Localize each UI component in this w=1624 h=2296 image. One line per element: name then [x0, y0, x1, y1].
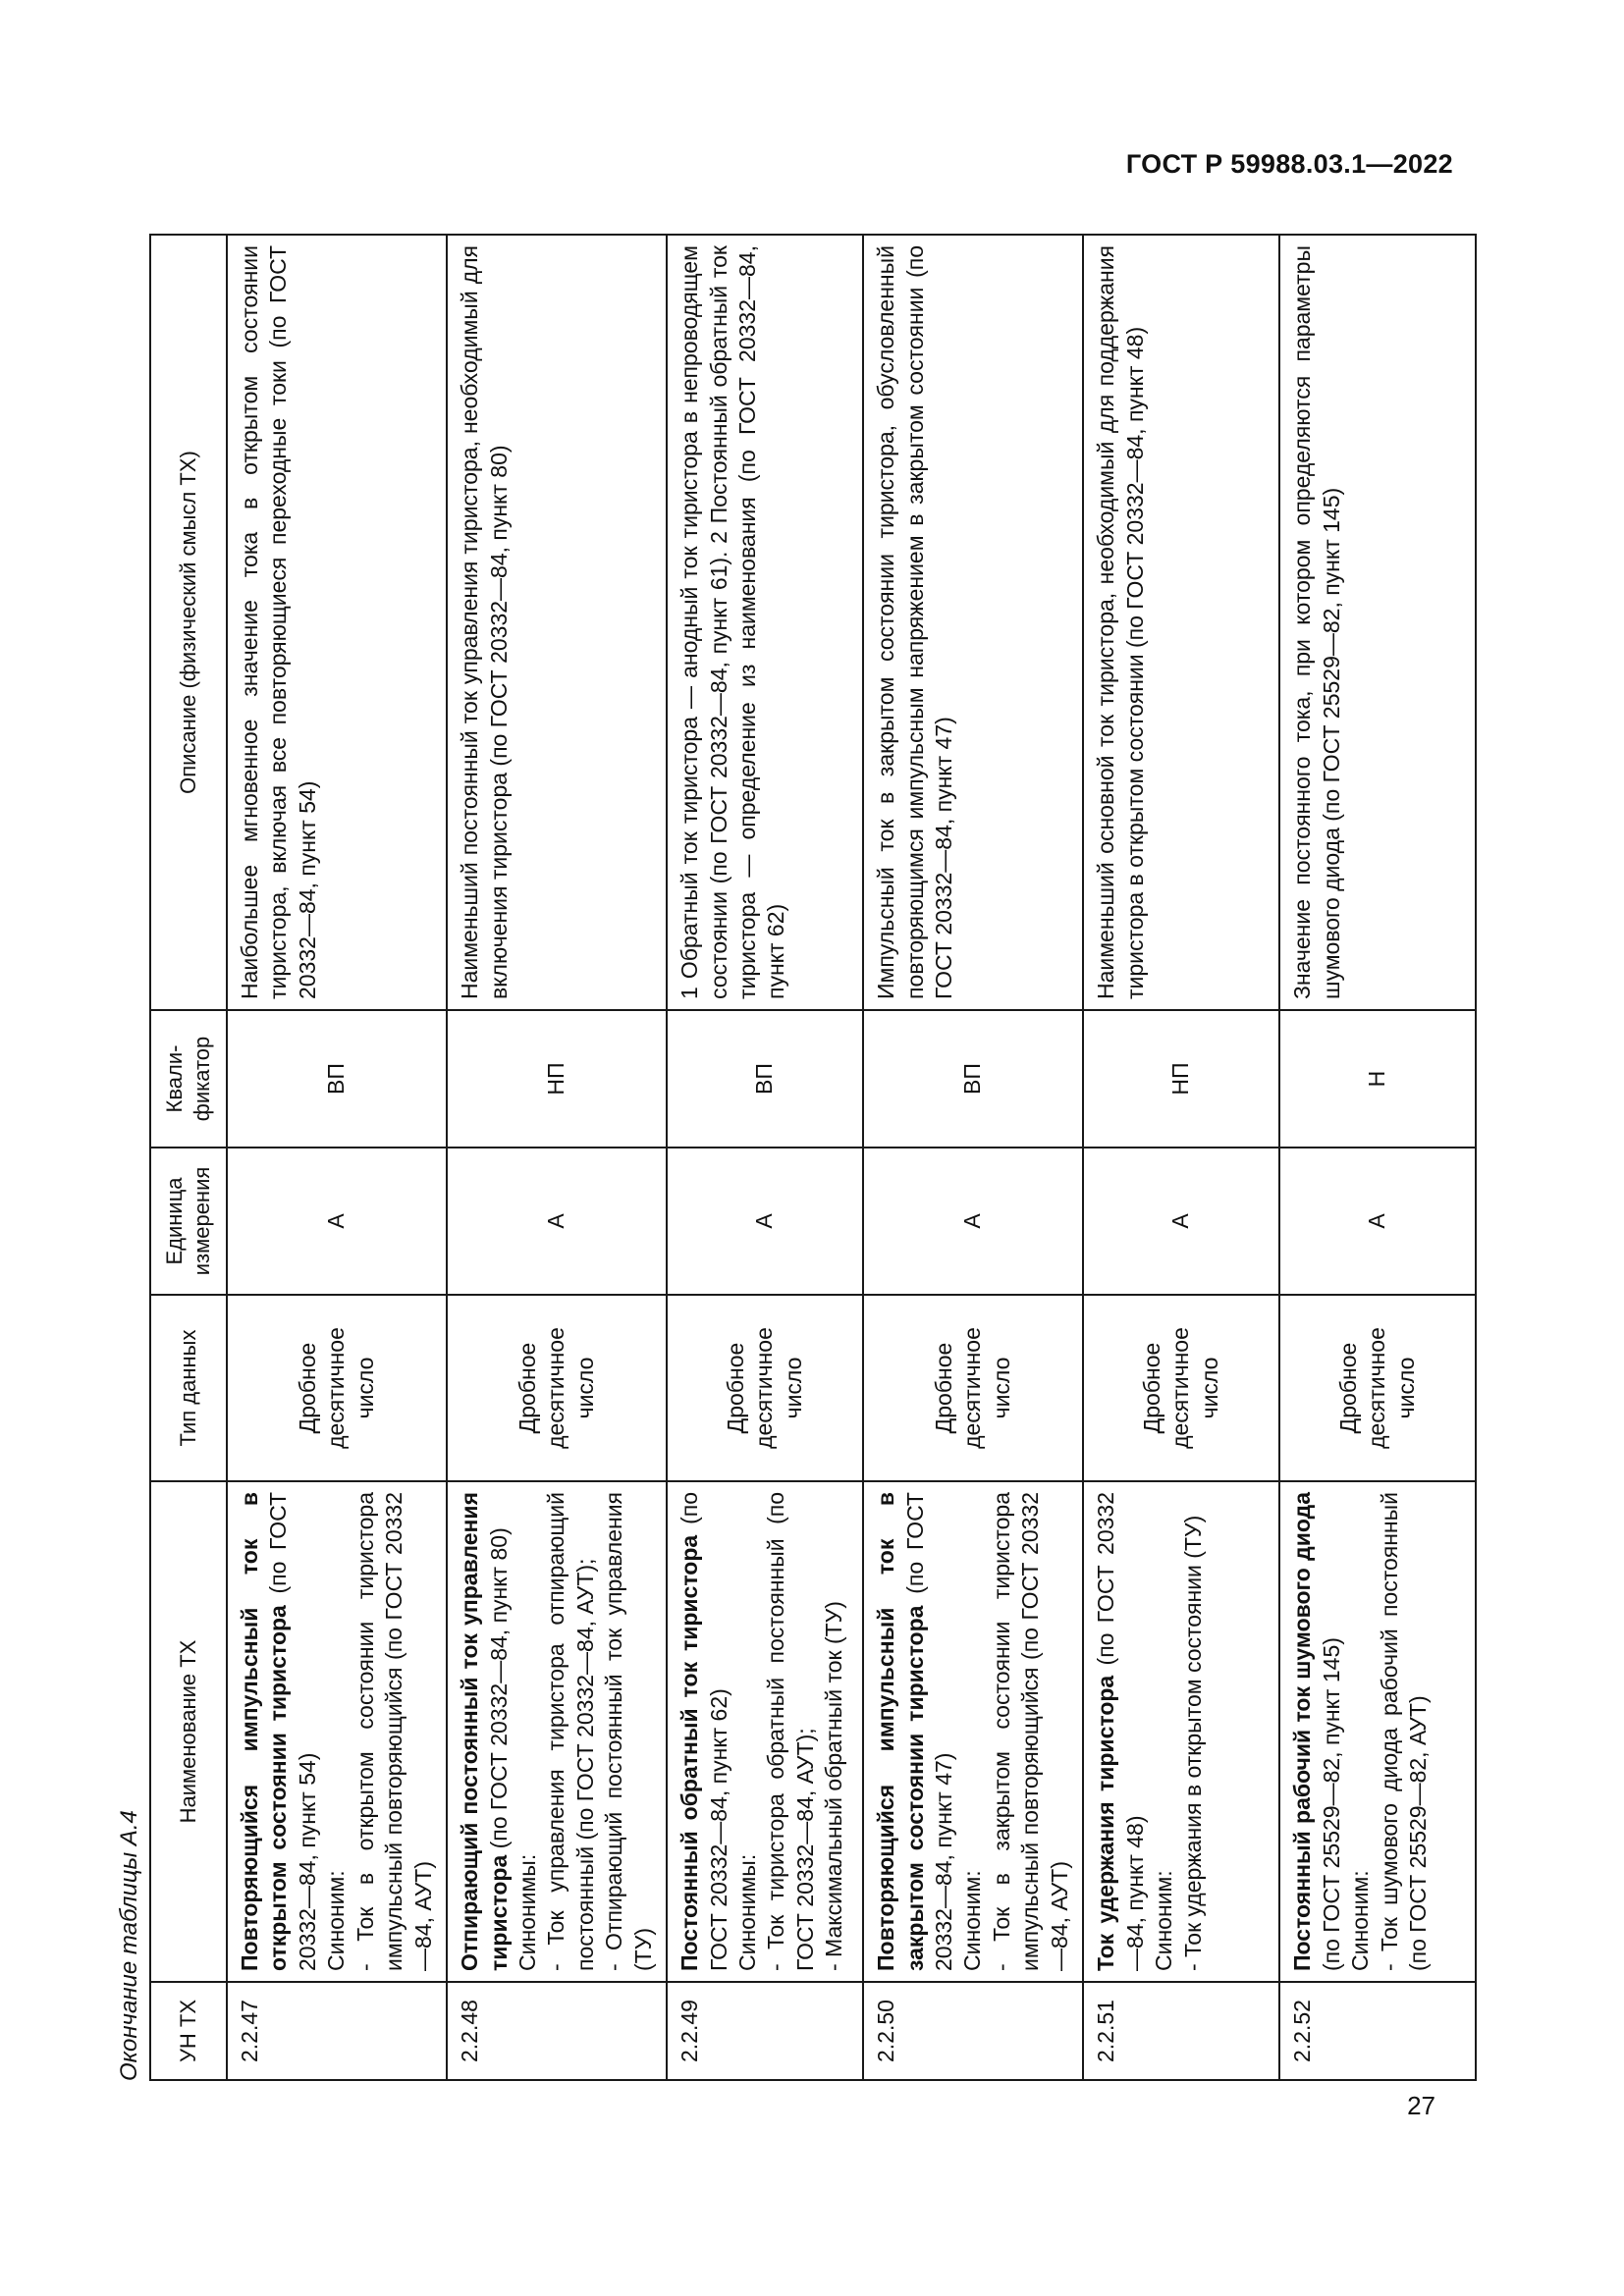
- row-qualifier: ВП: [863, 1010, 1083, 1148]
- row-name-bold: Отпирающий постоянный ток управления тиристора: [457, 1492, 512, 1971]
- table-caption: Окончание таблицы А.4: [116, 1810, 142, 2081]
- row-name-ref: (по ГОСТ 20332—84, пункт 47): [901, 1492, 956, 1971]
- row-code: 2.2.47: [227, 1982, 447, 2080]
- row-description: Наименьший постоянный ток управления тиристора, необходимый для включения тиристора (по ГОСТ 20332—84, пункт 80): [447, 235, 667, 1010]
- row-synonym-label: Синонимы:: [514, 1853, 540, 1971]
- row-name-ref: (по ГОСТ 20332—84, пункт 62): [677, 1492, 731, 1971]
- row-name-bold: Постоянный обратный ток тиристора: [677, 1534, 703, 1971]
- row-data-type: Дробное десятичное число: [1279, 1295, 1476, 1481]
- row-synonym: - Ток в закрытом состоянии тиристора импульсный повторяющийся (по ГОСТ 20332—84, АУТ): [988, 1492, 1072, 1971]
- row-name-bold: Повторяющийся импульсный ток в закрытом состоянии тиристора: [873, 1492, 928, 1971]
- row-data-type: Дробное десятичное число: [447, 1295, 667, 1481]
- row-qualifier: НП: [1083, 1010, 1279, 1148]
- row-name-bold: Ток удержания тиристора: [1093, 1675, 1119, 1971]
- row-name-bold: Повторяющийся импульсный ток в открытом состоянии тиристора: [237, 1492, 292, 1971]
- row-data-type: Дробное десятичное число: [863, 1295, 1083, 1481]
- row-unit: А: [1083, 1148, 1279, 1295]
- row-name: [667, 1481, 863, 1982]
- row-code: 2.2.51: [1083, 1982, 1279, 2080]
- row-data-type: Дробное десятичное число: [667, 1295, 863, 1481]
- row-unit: А: [227, 1148, 447, 1295]
- row-synonym: - Ток тиристора обратный постоянный (по ГОСТ 20332—84, АУТ);: [763, 1492, 818, 1971]
- row-name: [227, 1481, 447, 1982]
- row-data-type: Дробное десятичное число: [1083, 1295, 1279, 1481]
- standard-number: ГОСТ Р 59988.03.1—2022: [1125, 149, 1453, 179]
- row-code: 2.2.48: [447, 1982, 667, 2080]
- row-name-ref: (по ГОСТ 20332—84, пункт 54): [265, 1491, 320, 1971]
- row-synonym: - Отпирающий постоянный ток управления (ТУ): [601, 1492, 656, 1971]
- col-header-dtype: Тип данных: [150, 1295, 227, 1481]
- row-synonym-label: Синоним:: [1151, 1870, 1177, 1971]
- table-row: [667, 235, 863, 2080]
- row-unit: А: [863, 1148, 1083, 1295]
- table-row: [1279, 235, 1476, 2080]
- row-name: [863, 1481, 1083, 1982]
- row-unit: А: [1279, 1148, 1476, 1295]
- row-code: 2.2.49: [667, 1982, 863, 2080]
- col-header-unit: Единица измерения: [150, 1148, 227, 1295]
- row-name: [1083, 1481, 1279, 1982]
- row-name-ref: (по ГОСТ 20332—84, пункт 48): [1093, 1492, 1148, 1971]
- row-name-bold: Постоянный рабочий ток шумового диода: [1289, 1492, 1316, 1971]
- col-header-qualifier: Квали-фикатор: [150, 1010, 227, 1148]
- row-description: Значение постоянного тока, при котором определяются параметры шумового диода (по ГОСТ 25529—82, пункт 145): [1279, 235, 1476, 1010]
- row-unit: А: [447, 1148, 667, 1295]
- row-description: Наибольшее мгновенное значение тока в открытом состоянии тиристора, включая все повторяющиеся переходные токи (по ГОСТ 20332—84, пункт 54): [227, 235, 447, 1010]
- page-number: 27: [1407, 2091, 1435, 2120]
- row-code: 2.2.50: [863, 1982, 1083, 2080]
- table-header-row: [150, 235, 227, 2080]
- table-row: [447, 235, 667, 2080]
- characteristics-table: [149, 234, 1477, 2081]
- row-name-ref: (по ГОСТ 25529—82, пункт 145): [1318, 1637, 1344, 1971]
- col-header-code: УН ТХ: [150, 1982, 227, 2080]
- row-description: Импульсный ток в закрытом состоянии тиристора, обусловленный повторяющимся импульсным напряжением в закрытом состоянии (по ГОСТ 20332—84, пункт 47): [863, 235, 1083, 1010]
- table-row: [227, 235, 447, 2080]
- row-synonym-label: Синоним:: [1347, 1870, 1374, 1971]
- row-description: Наименьший основной ток тиристора, необходимый для поддержания тиристора в открытом состоянии (по ГОСТ 20332—84, пункт 48): [1083, 235, 1279, 1010]
- row-synonym-label: Синоним:: [959, 1870, 986, 1971]
- row-synonym: - Ток удержания в открытом состоянии (ТУ): [1179, 1515, 1206, 1971]
- row-code: 2.2.52: [1279, 1982, 1476, 2080]
- row-name-ref: (по ГОСТ 20332—84, пункт 80): [485, 1527, 512, 1855]
- row-synonym: - Ток в открытом состоянии тиристора импульсный повторяющийся (по ГОСТ 20332—84, АУТ): [352, 1492, 436, 1971]
- table-row: [1083, 235, 1279, 2080]
- row-synonym: - Ток управления тиристора отпирающий постоянный (по ГОСТ 20332—84, АУТ);: [543, 1492, 598, 1971]
- row-qualifier: ВП: [667, 1010, 863, 1148]
- row-qualifier: ВП: [227, 1010, 447, 1148]
- row-unit: А: [667, 1148, 863, 1295]
- row-qualifier: Н: [1279, 1010, 1476, 1148]
- row-synonym: - Ток шумового диода рабочий постоянный (по ГОСТ 25529—82, АУТ): [1376, 1492, 1431, 1971]
- row-synonym: - Максимальный обратный ток (ТУ): [821, 1601, 847, 1971]
- rotated-table-block: [110, 236, 1431, 2081]
- row-data-type: Дробное десятичное число: [227, 1295, 447, 1481]
- row-name: [447, 1481, 667, 1982]
- row-qualifier: НП: [447, 1010, 667, 1148]
- row-synonym-label: Синонимы:: [734, 1853, 760, 1971]
- col-header-name: Наименование ТХ: [150, 1481, 227, 1982]
- table-row: [863, 235, 1083, 2080]
- row-description: 1 Обратный ток тиристора — анодный ток тиристора в непроводящем состоянии (по ГОСТ 20332—84, пункт 61). 2 Постоянный обратный ток тиристора — определение из наименования (по ГОСТ 20332—84, пункт 62): [667, 235, 863, 1010]
- col-header-desc: Описание (физический смысл ТХ): [150, 235, 227, 1010]
- row-name: [1279, 1481, 1476, 1982]
- row-synonym-label: Синоним:: [323, 1870, 350, 1971]
